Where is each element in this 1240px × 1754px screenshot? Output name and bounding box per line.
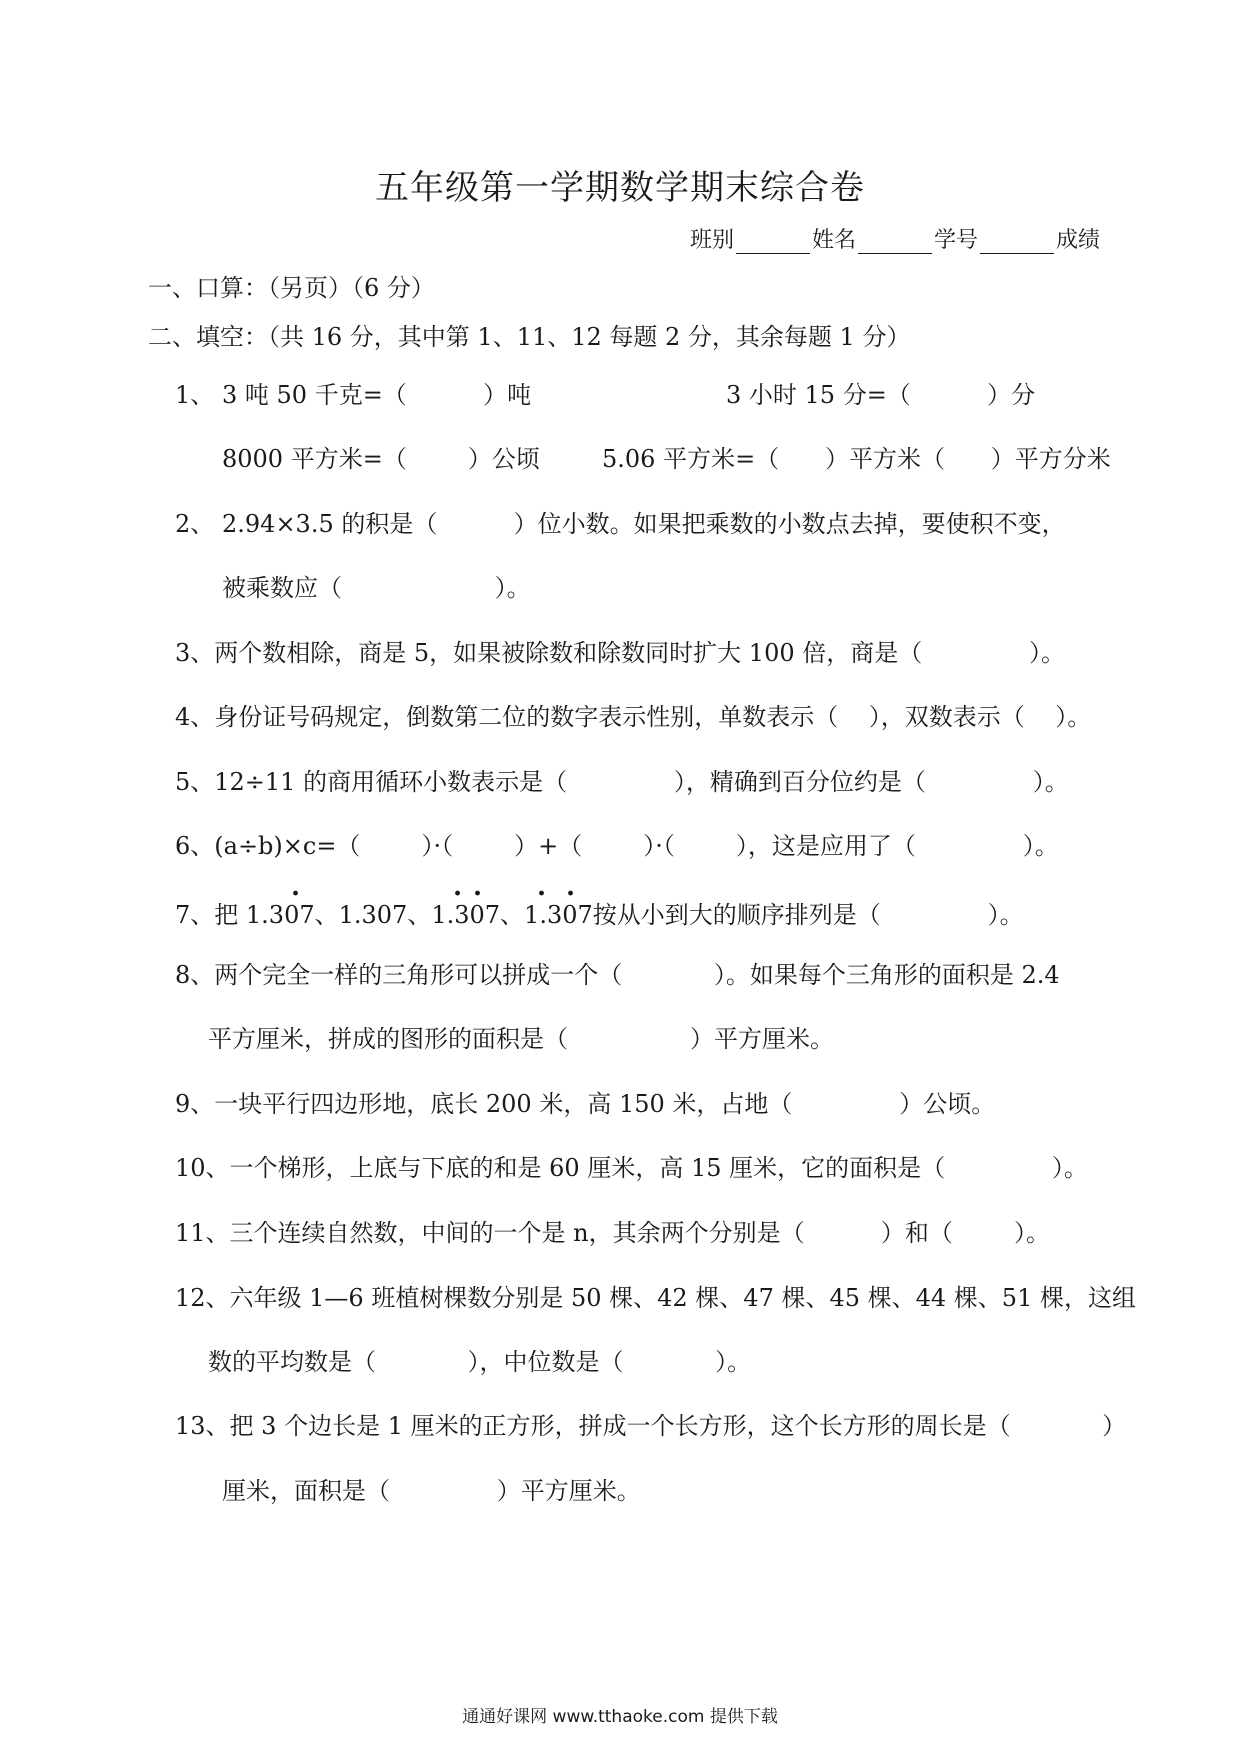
class-label: 班别 [690,228,735,253]
question-12a: 12、六年级 1—6 班植树棵数分别是 50 棵、42 棵、47 棵、45 棵、44 棵、51 棵，这组 [175,1284,1136,1312]
question-number: 1、 [175,381,215,409]
question-6: 6、(a÷b)×c=（ ）·（ ）+（ ）·（ ），这是应用了（ ）。 [175,832,1059,860]
question-1c: 8000 平方米=（ ）公顷 [222,445,540,473]
question-13a: 13、把 3 个边长是 1 厘米的正方形，拼成一个长方形，这个长方形的周长是（ ） [175,1412,1127,1440]
question-1d: 5.06 平方米=（ ）平方米（ ）平方分米 [602,445,1111,473]
question-number: 2、 [175,510,215,538]
question-13b: 厘米，面积是（ ）平方厘米。 [222,1477,641,1505]
question-7-part: 、1.3 [500,901,563,929]
question-7 [175,900,1024,930]
class-blank[interactable] [736,235,810,254]
id-label: 学号 [934,228,979,253]
question-3: 3、两个数相除，商是 5，如果被除数和除数同时扩大 100 倍，商是（ ）。 [175,639,1066,667]
question-7-part: 、1.307、1.30 [314,901,485,929]
recurring-dot-icon: · [453,879,463,909]
question-7-part: 07 [562,901,593,929]
question-10: 10、一个梯形，上底与下底的和是 60 厘米，高 15 厘米，它的面积是（ ）。 [175,1154,1088,1182]
name-blank[interactable] [858,235,932,254]
question-7-part: 7 [484,901,501,929]
question-8a: 8、两个完全一样的三角形可以拼成一个（ ）。如果每个三角形的面积是 2.4 [175,961,1060,989]
id-blank[interactable] [980,235,1054,254]
question-1a: 3 吨 50 千克=（ ）吨 [222,381,532,409]
student-info-row [690,223,1100,254]
question-2b: 被乘数应（ ）。 [222,574,531,602]
question-9: 9、一块平行四边形地，底长 200 米，高 150 米，占地（ ）公顷。 [175,1090,996,1118]
question-5: 5、12÷11 的商用循环小数表示是（ ），精确到百分位约是（ ）。 [175,768,1069,796]
question-7-part: 7、把 1.307 [175,901,315,929]
section-1-heading: 一、口算：（另页）（6 分） [148,274,435,302]
name-label: 姓名 [812,228,857,253]
question-12b: 数的平均数是（ ），中位数是（ ）。 [208,1348,752,1376]
score-label: 成绩 [1056,228,1101,253]
section-2-heading: 二、填空：（共 16 分，其中第 1、11、12 每题 2 分，其余每题 1 分） [148,323,911,351]
question-2a: 2.94×3.5 的积是（ ）位小数。如果把乘数的小数点去掉，要使积不变， [222,510,1066,538]
question-7-part: 按从小到大的顺序排列是（ ）。 [592,901,1024,929]
question-11: 11、三个连续自然数，中间的一个是 n，其余两个分别是（ ）和（ ）。 [175,1219,1050,1247]
question-4: 4、身份证号码规定，倒数第二位的数字表示性别，单数表示（ ），双数表示（ ）。 [175,703,1092,731]
question-1b: 3 小时 15 分=（ ）分 [726,381,1036,409]
recurring-dot-icon: · [537,879,547,909]
recurring-dot-icon: · [473,879,483,909]
question-8b: 平方厘米，拼成的图形的面积是（ ）平方厘米。 [208,1025,835,1053]
recurring-dot-icon: · [566,879,576,909]
recurring-dot-icon: · [291,879,301,909]
footer-credit: 通通好课网 www.tthaoke.com 提供下载 [462,1707,778,1727]
page-title: 五年级第一学期数学期末综合卷 [375,168,865,208]
